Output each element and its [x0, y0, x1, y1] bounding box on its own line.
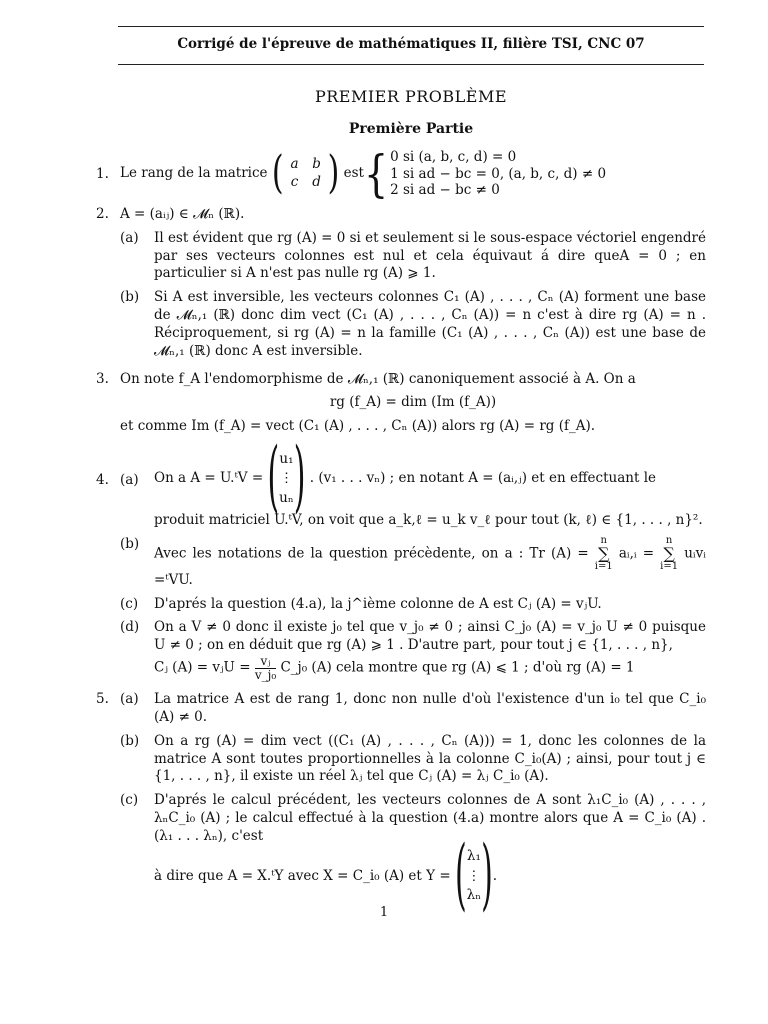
document-header: Corrigé de l'épreuve de mathématiques II, filière TSI, CNC 07	[177, 36, 645, 52]
question-number: 2.	[96, 206, 109, 222]
sigma-glyph: ∑	[663, 543, 675, 563]
sum-upper-bound: n	[665, 534, 673, 546]
subquestion-label: (b)	[120, 732, 140, 749]
subquestion-text: La matrice A est de rang 1, donc non nulle d'où l'existence d'un i₀ tel que C_i₀ (A) ≠ 0.	[154, 691, 706, 725]
column-vector-u	[279, 450, 294, 509]
subquestion-text: On a A = U.ᵗV =	[154, 470, 264, 487]
right-paren-glyph: )	[481, 829, 493, 921]
question-number: 5.	[96, 691, 109, 708]
rank-cases	[390, 149, 606, 200]
summation-operator	[595, 536, 613, 572]
question-1	[96, 145, 706, 203]
left-paren-glyph: (	[267, 432, 280, 524]
left-brace-glyph: {	[363, 145, 389, 203]
subquestion-label: (a)	[120, 471, 139, 488]
left-paren-glyph: (	[271, 147, 284, 200]
question-2a	[120, 230, 706, 283]
header-bottom-rule	[118, 64, 704, 65]
matrix-entry: d	[312, 174, 321, 190]
formula-part: Cⱼ (A) = vⱼU =	[154, 659, 251, 676]
page-number: 1	[379, 905, 389, 920]
fraction-denominator: v_j₀	[254, 667, 277, 682]
question-2	[96, 206, 706, 361]
question-4d	[120, 619, 706, 681]
subquestion-label: (b)	[120, 289, 140, 306]
subquestion-label: (a)	[120, 229, 139, 246]
question-number: 1.	[96, 166, 109, 182]
sum-lower-bound: i=1	[660, 560, 679, 572]
sum-upper-bound: n	[600, 534, 607, 546]
subquestion-text: D'aprés la question (4.a), la j^ième colonne de A est Cⱼ (A) = vⱼU.	[154, 595, 602, 612]
question-3	[96, 371, 706, 436]
subquestion-label: (d)	[120, 619, 140, 636]
subquestion-text: D'aprés le calcul précédent, les vecteurs colonnes de A sont λ₁C_i₀ (A) , . . . , λₙC_i₀ (A) ; le calcul effectué à la question (4.a) montre alors que A = C_i₀ (A) . (λ₁ . . . λₙ), c'est	[154, 792, 706, 844]
fraction	[255, 655, 276, 681]
question-3-conclusion: et comme Im (f_A) = vect (C₁ (A) , . . . , Cₙ (A)) alors rg (A) = rg (f_A).	[120, 418, 596, 435]
subquestion-label: (b)	[120, 535, 140, 552]
left-paren-glyph: (	[454, 829, 467, 921]
question-2-statement: A = (aᵢⱼ) ∈ 𝓜ₙ (ℝ).	[120, 206, 245, 222]
sum-term: uᵢvᵢ =ᵗVU.	[154, 545, 706, 588]
subquestion-label: (a)	[120, 691, 139, 708]
question-4c	[120, 596, 706, 614]
sigma-glyph: ∑	[598, 543, 610, 563]
sum-term: aᵢ,ᵢ =	[618, 545, 655, 562]
formula-part: C_j₀ (A) cela montre que rg (A) ⩽ 1 ; d'où rg (A) = 1	[280, 659, 635, 676]
sum-lower-bound: i=1	[594, 560, 613, 572]
subquestion-text: Si A est inversible, les vecteurs colonnes C₁ (A) , . . . , Cₙ (A) forment une base de 𝓜ₙ,₁ (ℝ) donc dim vect (C₁ (A) , . . . , Cₙ (A)) = n c'est à dire rg (A) = n . Réciproquement, si rg (A) = n la famille (C₁ (A) , . . . , Cₙ (A)) est une base de 𝓜ₙ,₁ (ℝ) donc A est inversible.	[154, 289, 706, 359]
problem-title: PREMIER PROBLÈME	[314, 87, 508, 106]
question-4	[96, 432, 706, 682]
subquestion-text: Avec les notations de la question précèdente, on a : Tr (A) =	[154, 545, 589, 562]
question-3-formula: rg (f_A) = dim (Im (f_A))	[329, 394, 497, 411]
part-title: Première Partie	[348, 121, 474, 137]
matrix-2x2	[284, 156, 328, 192]
question-1-mid: est	[343, 165, 364, 182]
case-line: 1 si ad − bc = 0, (a, b, c, d) ≠ 0	[390, 165, 607, 182]
vector-entry: ⋮	[279, 470, 294, 487]
right-paren-glyph: )	[293, 432, 306, 524]
document-body	[96, 145, 706, 921]
question-5	[96, 691, 706, 921]
case-line: 0 si (a, b, c, d) = 0	[390, 148, 517, 165]
subquestion-text-line2	[154, 829, 706, 921]
formula-part: à dire que A = X.ᵗY avec X = C_i₀ (A) et Y =	[154, 867, 451, 884]
fraction-numerator: vⱼ	[255, 655, 276, 669]
summation-operator	[660, 536, 678, 572]
formula-part: .	[492, 867, 498, 884]
matrix-entry: a	[290, 156, 299, 173]
question-5b	[120, 733, 706, 786]
subquestion-text-line2: produit matriciel U.ᵗV, on voit que a_k,ℓ = u_k v_ℓ pour tout (k, ℓ) ∈ {1, . . . , n}².	[154, 511, 703, 528]
vector-entry: uₙ	[279, 489, 294, 506]
vector-entry: λ₁	[466, 848, 481, 865]
vector-entry: λₙ	[466, 887, 482, 904]
subquestion-text-line2	[154, 655, 706, 681]
question-1-text: Le rang de la matrice	[120, 165, 268, 182]
case-line: 2 si ad − bc ≠ 0	[390, 182, 500, 199]
subquestion-text: Il est évident que rg (A) = 0 si et seulement si le sous-espace véctoriel engendré par ses vecteurs colonnes est nul et cela équivaut á dire queA = 0 ; en particulier si A n'est pas nulle rg (A) ⩾ 1.	[154, 229, 706, 282]
subquestion-text-continued: . (v₁ . . . vₙ) ; en notant A = (aᵢ,ⱼ) et en effectuant le	[309, 470, 656, 487]
question-5a	[120, 691, 706, 727]
subquestion-text: On a V ≠ 0 donc il existe j₀ tel que v_j₀ ≠ 0 ; ainsi C_j₀ (A) = v_j₀ U ≠ 0 puisque U ≠ 0 ; on en déduit que rg (A) ⩾ 1 . D'autre part, pour tout j ∈ {1, . . . , n},	[154, 619, 706, 654]
vector-entry: ⋮	[467, 867, 481, 884]
matrix-entry: b	[312, 156, 321, 173]
question-number: 3.	[96, 370, 109, 387]
column-vector-lambda	[467, 847, 481, 906]
question-4b	[120, 536, 706, 590]
matrix-entry: c	[290, 174, 299, 190]
right-paren-glyph: )	[327, 147, 340, 200]
question-5c	[120, 792, 706, 921]
vector-entry: u₁	[279, 450, 294, 467]
subquestion-label: (c)	[120, 595, 139, 612]
header-top-rule	[118, 26, 704, 27]
question-2b	[120, 289, 706, 360]
question-number: 4.	[96, 471, 109, 488]
question-3-text: On note f_A l'endomorphisme de 𝓜ₙ,₁ (ℝ) canoniquement associé à A. On a	[120, 370, 636, 387]
subquestion-text: On a rg (A) = dim vect ((C₁ (A) , . . . , Cₙ (A))) = 1, donc les colonnes de la matrice A sont toutes proportionnelles à la colonne C_i₀(A) ; ainsi, pour tout j ∈ {1, . . . , n}, il existe un réel λⱼ tel que Cⱼ (A) = λⱼ C_i₀ (A).	[154, 732, 706, 785]
subquestion-label: (c)	[120, 792, 139, 809]
question-4a	[120, 432, 706, 530]
